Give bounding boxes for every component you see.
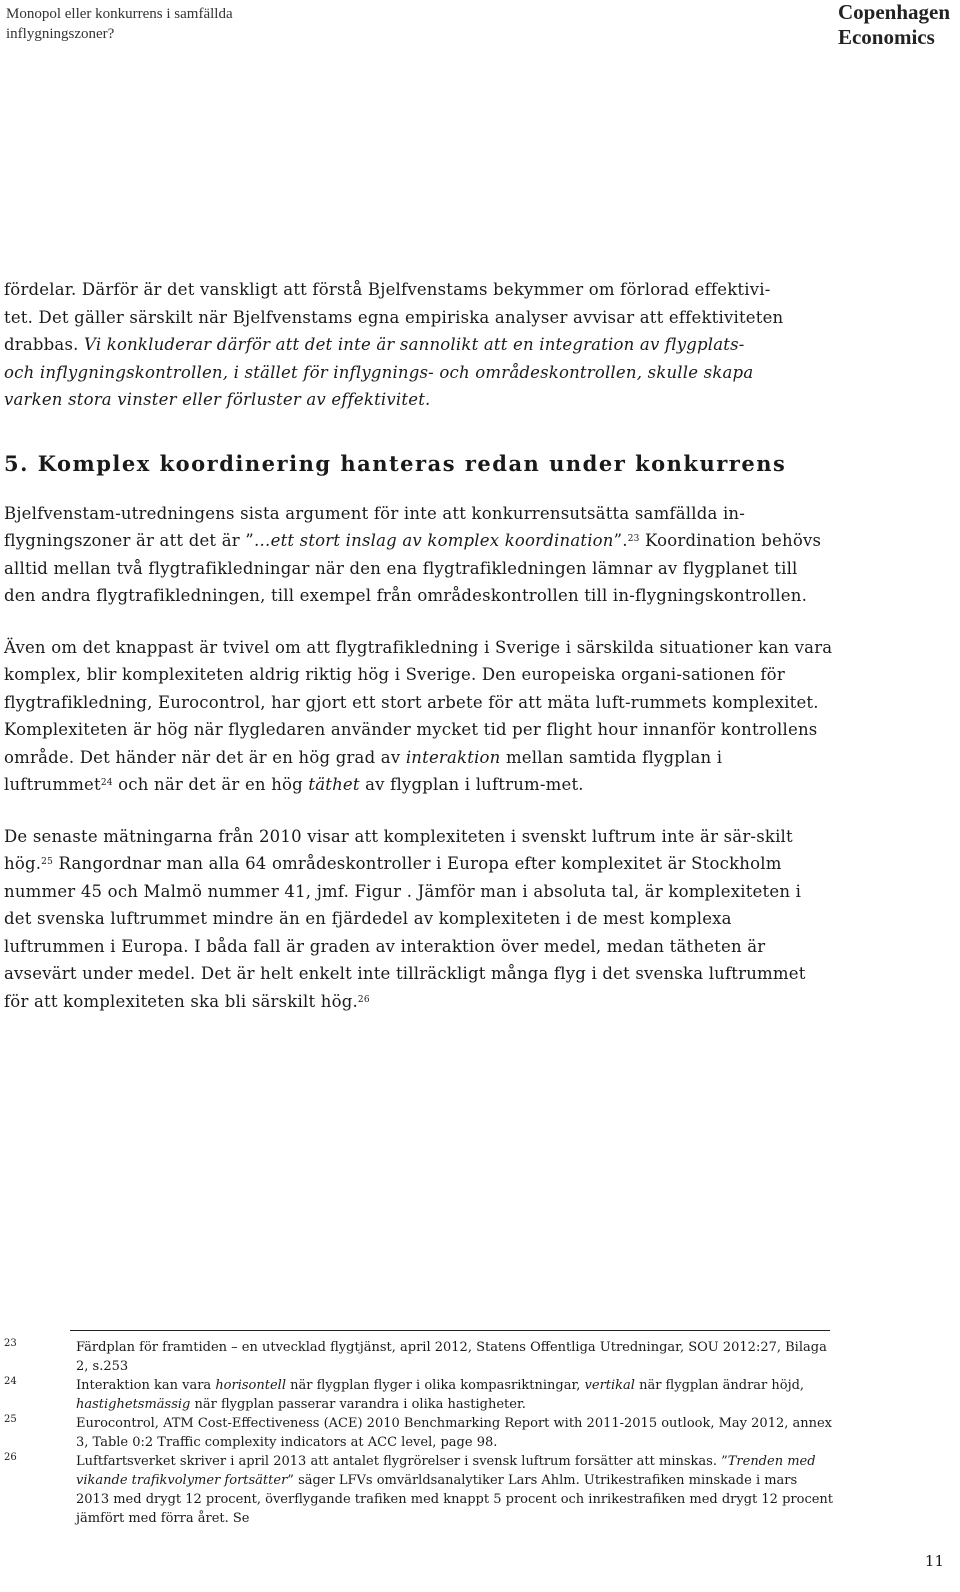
footnote-em: vertikal — [584, 1378, 635, 1393]
footnote-23 — [4, 1338, 834, 1376]
footnote-24 — [4, 1376, 834, 1414]
para1-quote: …ett stort inslag av komplex koordination — [253, 531, 614, 550]
para3-text-b: Rangordnar man alla 64 områdeskontroller i Europa efter komplexitet är Stockholm nummer 45 och Malmö nummer 41, jmf. Figur . Jämför man i absoluta tal, är komplexiteten i det svenska luftrummet mindre än en fjärdedel av komplexiteten i de mest komplexa luftrummen i Europa. I båda fall är graden av interaktion över medel, medan tätheten är avsevärt under medel. Det är helt enkelt inte tillräckligt många flyg i det svenska luftrummet för att komplexiteten ska bli särskilt hög. — [4, 854, 806, 1011]
intro-line4: och inflygningskontrollen, i stället för inflygnings- och områdeskontrollen, skulle skapa — [4, 362, 754, 382]
document-header — [6, 4, 233, 44]
section-heading: 5. Komplex koordinering hanteras redan under konkurrens — [4, 450, 787, 476]
footnote-divider — [70, 1330, 830, 1331]
footnote-text: när flygplan passerar varandra i olika hastigheter. — [190, 1397, 526, 1412]
footnote-text: Interaktion kan vara — [76, 1378, 216, 1393]
intro-line1: fördelar. Därför är det vanskligt att förstå Bjelfvenstams bekymmer om förlorad effektivi- — [4, 280, 771, 299]
paragraph-complexity — [4, 634, 834, 799]
footnote-ref-23[interactable]: 23 — [627, 534, 640, 544]
footnote-em: horisontell — [215, 1378, 286, 1393]
main-content — [4, 276, 834, 1039]
header-title-line1: Monopol eller konkurrens i samfällda — [6, 6, 233, 22]
footnote-em: Trenden med vikande trafikvolymer fortsätter — [76, 1454, 816, 1488]
footnote-number: 23 — [4, 1338, 17, 1349]
footnote-em: hastighetsmässig — [76, 1397, 191, 1412]
para2-em-tathet: täthet — [308, 775, 360, 794]
footnote-number: 24 — [4, 1376, 17, 1387]
footnote-26 — [4, 1452, 834, 1528]
page-number: 11 — [924, 1552, 944, 1570]
footnote-ref-26[interactable]: 26 — [357, 994, 370, 1005]
para1-text-b: ”. — [613, 531, 628, 550]
footnote-text: Eurocontrol, ATM Cost-Effectiveness (ACE) 2010 Benchmarking Report with 2011-2015 outlook, May 2012, annex 3, Table 0:2 Traffic complexity indicators at ACC level, page 98. — [76, 1416, 833, 1450]
footnote-text: när flygplan flyger i olika kompasriktningar, — [286, 1378, 585, 1393]
paragraph-measurements — [4, 823, 834, 1016]
footnote-text: när flygplan ändrar höjd, — [634, 1378, 805, 1393]
intro-paragraph — [4, 276, 834, 414]
para3-text-a: De senaste mätningarna från 2010 visar att komplexiteten i svenskt luftrum inte är sär-skilt hög. — [4, 826, 793, 873]
para2-text-d: av flygplan i luftrum-met. — [359, 775, 584, 794]
para2-text-a: Även om det knappast är tvivel om att flygtrafikledning i Sverige i särskilda situationer kan vara komplex, blir komplexiteten aldrig riktig hög i Sverige. Den europeiska organi-sationen för flygtrafikledning, Eurocontrol, har gjort ett stort arbete för att mäta luft-rummets komplexitet. Komplexiteten är hög när flygledaren använder mycket tid per flight hour innanför kontrollens område. Det händer när det är en hög grad av — [4, 637, 833, 767]
brand-line1: Copenhagen — [837, 0, 950, 24]
para1-text-c: Koordination behövs alltid mellan två flygtrafikledningar när den ena flygtrafikledningen lämnar av flygplanet till den andra flygtrafikledningen, till exempel från områdeskontrollen till in-flygningskontrollen. — [4, 531, 822, 605]
intro-line3b: Vi konkluderar därför att det inte är sannolikt att en integration av flygplats- — [84, 335, 745, 354]
footnote-ref-24[interactable]: 24 — [100, 778, 113, 788]
intro-line3a: drabbas. — [4, 335, 85, 354]
footnote-text: ” säger LFVs omvärldsanalytiker Lars Ahlm. Utrikestrafiken minskade i mars 2013 med drygt 12 procent, överflygande trafiken med knappt 5 procent och inrikestrafiken med drygt 12 procent jämfört med förra året. Se — [76, 1473, 834, 1526]
footnote-text: Färdplan för framtiden – en utvecklad flygtjänst, april 2012, Statens Offentliga Utredningar, SOU 2012:27, Bilaga 2, s.253 — [76, 1340, 827, 1374]
footnote-number: 26 — [4, 1452, 17, 1463]
para1-text-a: Bjelfvenstam-utredningens sista argument för inte att konkurrensutsätta samfällda in-flygningszoner är att det är ” — [4, 503, 746, 550]
brand-line2: Economics — [837, 25, 935, 49]
paragraph-coordination — [4, 500, 834, 610]
para2-em-interaktion: interaktion — [405, 747, 501, 767]
intro-line2: tet. Det gäller särskilt när Bjelfvenstams egna empiriska analyser avvisar att effektiviteten — [4, 307, 784, 327]
brand-logo — [838, 0, 950, 50]
footnote-text: Luftfartsverket skriver i april 2013 att antalet flygrörelser i svensk luftrum forsätter att minskas. ” — [76, 1454, 728, 1469]
header-title-line2: inflygningszoner? — [6, 26, 115, 42]
footnote-25 — [4, 1414, 834, 1452]
footnote-number: 25 — [4, 1414, 17, 1425]
para2-text-b: mellan samtida flygplan i luftrummet — [4, 747, 723, 794]
footnotes — [4, 1338, 834, 1528]
footnote-ref-25[interactable]: 25 — [41, 857, 54, 867]
para2-text-c: och när det är en hög — [112, 775, 309, 794]
intro-line5: varken stora vinster eller förluster av effektivitet. — [4, 390, 431, 409]
